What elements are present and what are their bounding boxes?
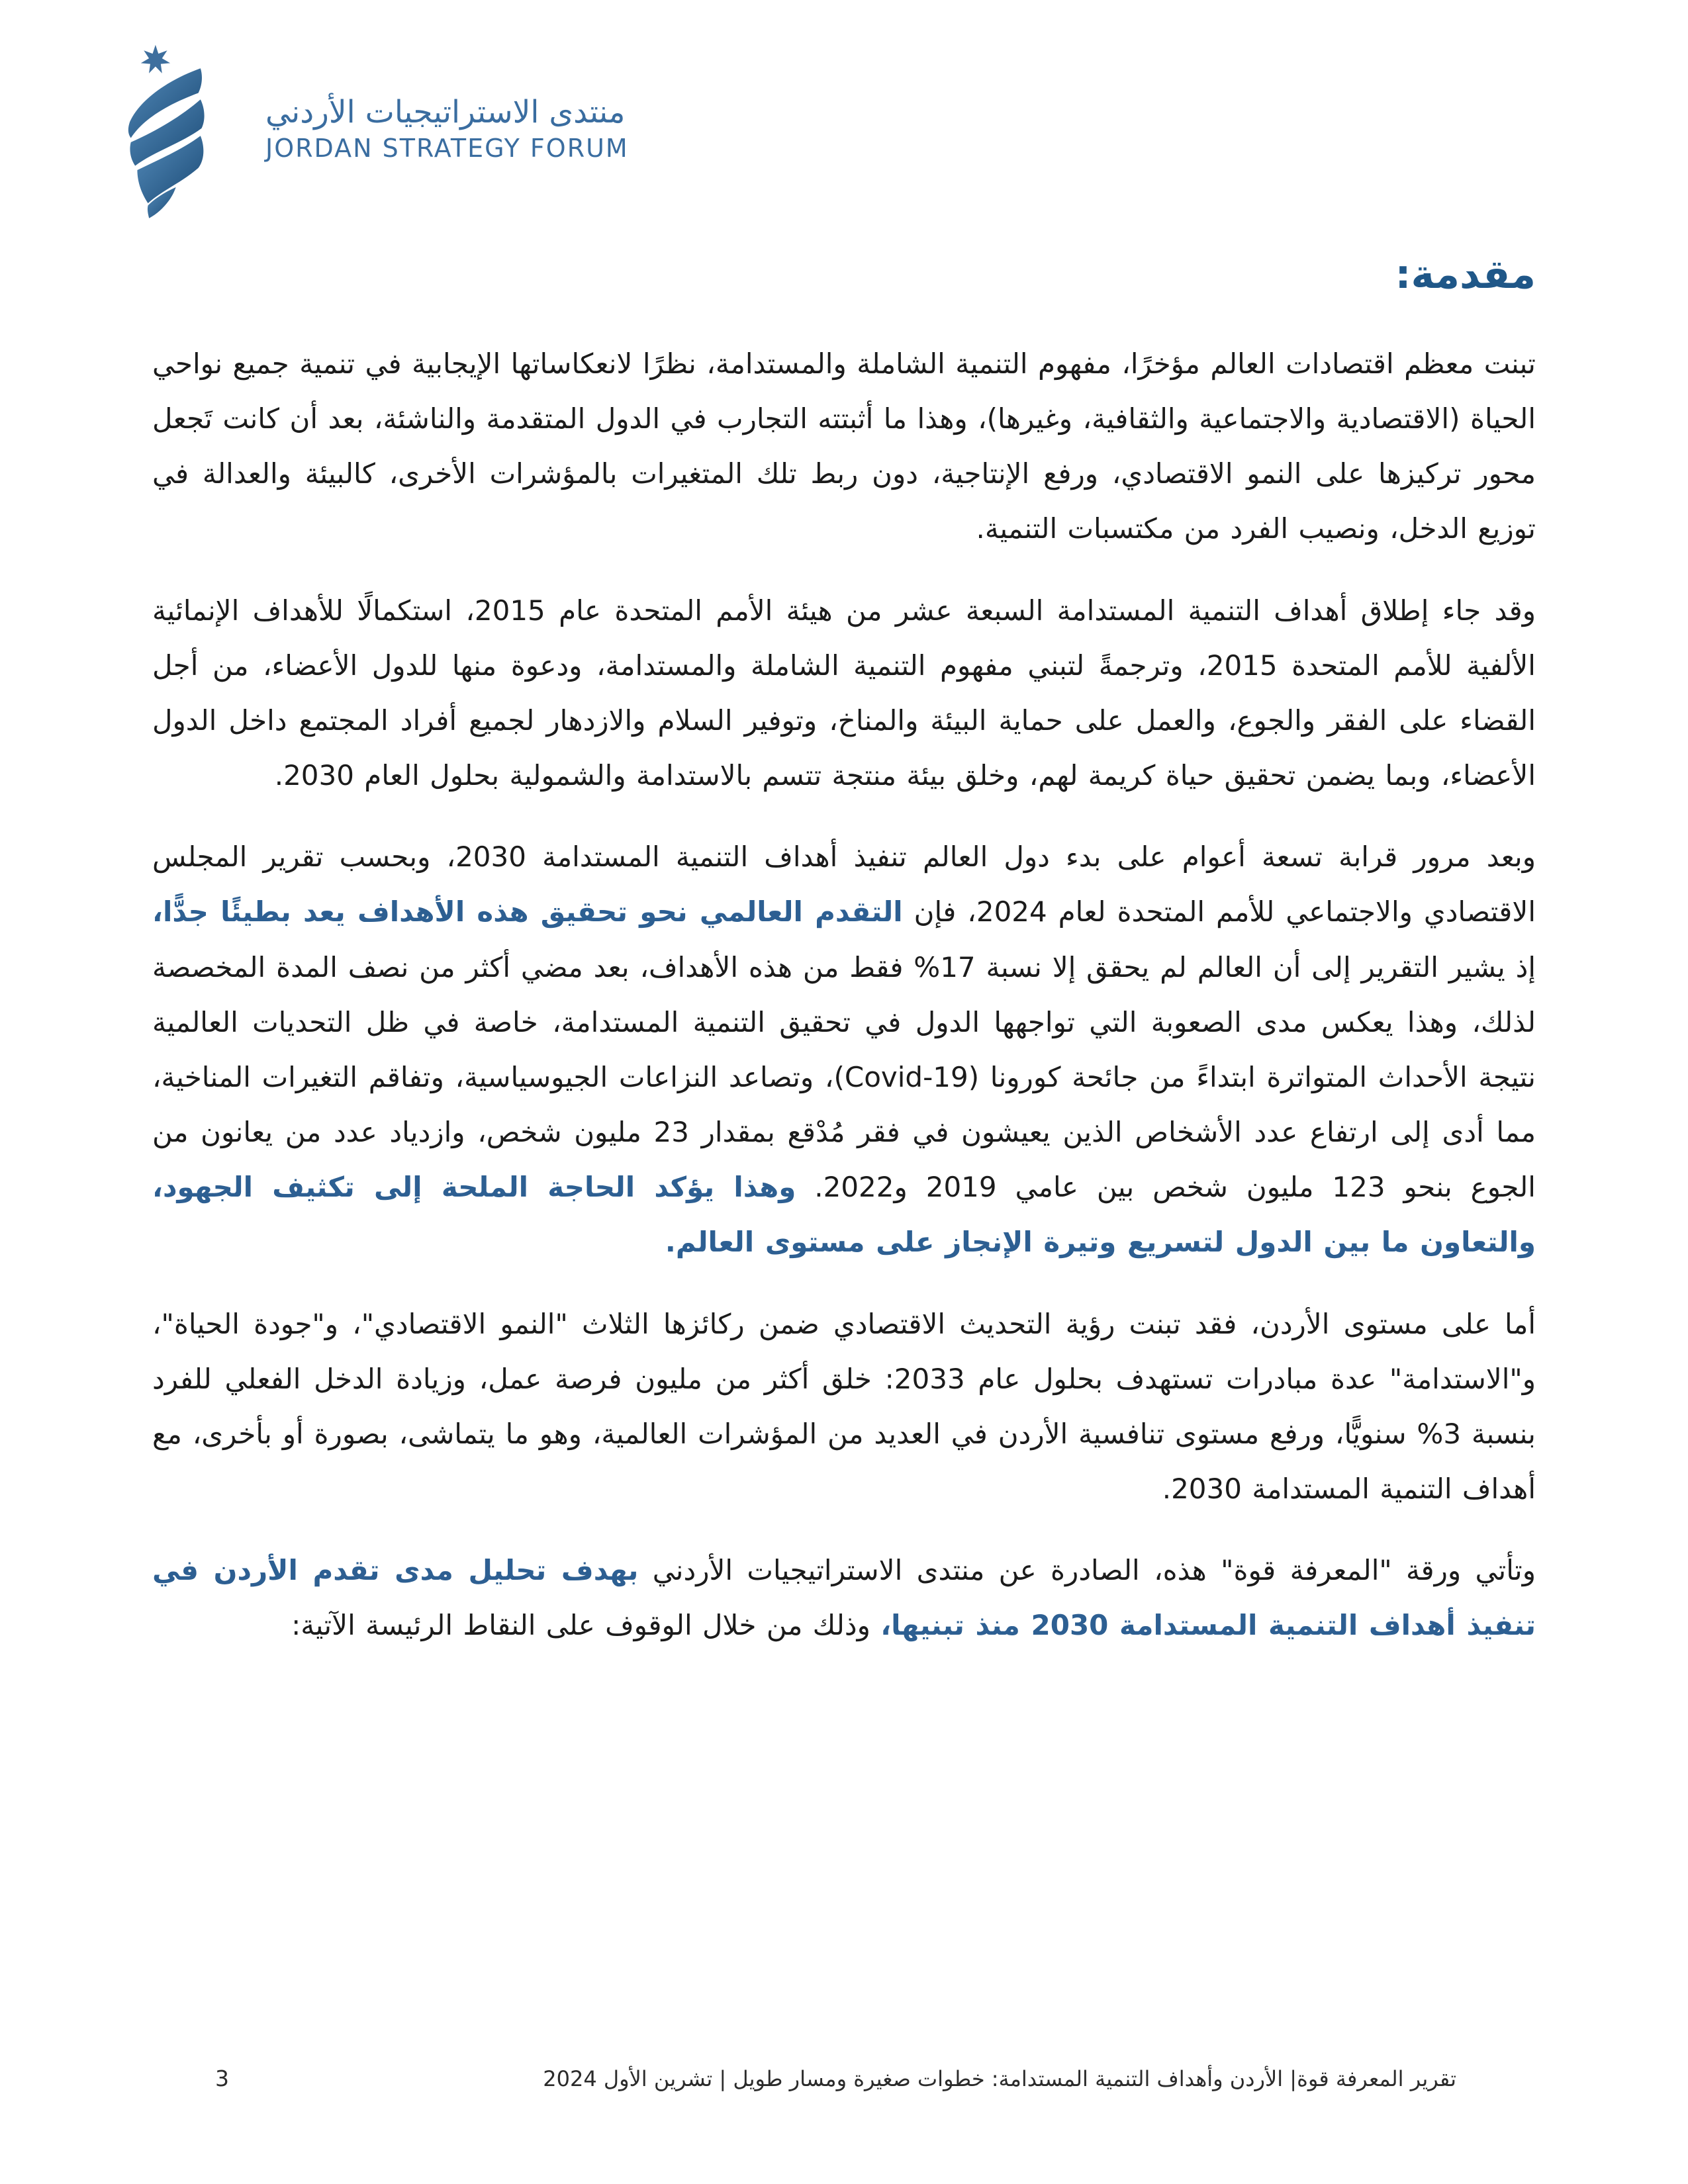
logo-english-name: JORDAN STRATEGY FORUM: [265, 134, 629, 163]
document-body: [152, 251, 1536, 1679]
paragraph: [152, 829, 1536, 1269]
paragraph: [152, 336, 1536, 557]
body-text: وقد جاء إطلاق أهداف التنمية المستدامة السبعة عشر من هيئة الأمم المتحدة عام 2015، استكمالًا للأهداف الإنمائية الألفية للأمم المتحدة 2015، وترجمةً لتبني مفهوم التنمية الشاملة والمستدامة، ودعوة منها للدول الأعضاء، من أجل القضاء على الفقر والجوع، والعمل على حماية البيئة والمناخ، وتوفير السلام والازدهار لجميع أفراد المجتمع داخل الدول الأعضاء، وبما يضمن تحقيق حياة كريمة لهم، وخلق بيئة منتجة تتسم بالاستدامة والشمولية بحلول العام 2030.: [152, 594, 1536, 792]
highlighted-text: بهدف تحليل مدى تقدم الأردن في تنفيذ أهداف التنمية المستدامة 2030 منذ تبنيها،: [152, 1554, 1536, 1642]
highlighted-text: وهذا يؤكد الحاجة الملحة إلى تكثيف الجهود، والتعاون ما بين الدول لتسريع وتيرة الإنجاز على مستوى العالم.: [152, 1171, 1536, 1259]
body-text: تبنت معظم اقتصادات العالم مؤخرًا، مفهوم التنمية الشاملة والمستدامة، نظرًا لانعكاساتها الإيجابية في تنمية جميع نواحي الحياة (الاقتصادية والاجتماعية والثقافية، وغيرها)، وهذا ما أثبتته التجارب في الدول المتقدمة والناشئة، بعد أن كانت تَجعل محور تركيزها على النمو الاقتصادي، ورفع الإنتاجية، دون ربط تلك المتغيرات بالمؤشرات الأخرى، كالبيئة والعدالة في توزيع الدخل، ونصيب الفرد من مكتسبات التنمية.: [152, 347, 1536, 545]
highlighted-text: التقدم العالمي نحو تحقيق هذه الأهداف يعد بطيئًا جدًّا،: [152, 895, 903, 929]
logo-arabic-name: منتدى الاستراتيجيات الأردني: [265, 94, 626, 131]
paragraph: [152, 583, 1536, 803]
footer-report-title: تقرير المعرفة قوة| الأردن وأهداف التنمية المستدامة: خطوات صغيرة ومسار طويل | تشرين الأول 2024: [543, 2066, 1456, 2091]
jordan-strategy-forum-logo: [111, 38, 629, 220]
body-text: وذلك من خلال الوقوف على النقاط الرئيسة الآتية:: [291, 1609, 881, 1642]
star-icon: [141, 45, 170, 73]
body-text: وبعد مرور قرابة تسعة أعوام على بدء دول العالم تنفيذ أهداف التنمية المستدامة 2030، وبحسب تقرير المجلس الاقتصادي والاجتماعي للأمم المتحدة لعام 2024، فإن: [152, 841, 1536, 929]
jsf-logo-svg: [111, 38, 247, 220]
paragraph: [152, 1297, 1536, 1517]
jsf-ribbon-logo-icon: [111, 38, 247, 220]
body-paragraphs: [152, 336, 1536, 1653]
page-title: مقدمة:: [1395, 251, 1536, 298]
body-text: وتأتي ورقة "المعرفة قوة" هذه، الصادرة عن منتدى الاستراتيجيات الأردني: [638, 1554, 1536, 1587]
page-number: 3: [215, 2066, 229, 2091]
body-text: أما على مستوى الأردن، فقد تبنت رؤية التحديث الاقتصادي ضمن ركائزها الثلاث "النمو الاقتصادي"، و"جودة الحياة"، و"الاستدامة" عدة مبادرات تستهدف بحلول عام 2033: خلق أكثر من مليون فرصة عمل، وزيادة الدخل الفعلي للفرد بنسبة 3% سنويًّا، ورفع مستوى تنافسية الأردن في العديد من المؤشرات العالمية، وهو ما يتماشى، بصورة أو بأخرى، مع أهداف التنمية المستدامة 2030.: [152, 1307, 1536, 1505]
page-footer: [152, 2066, 1536, 2091]
paragraph: [152, 1543, 1536, 1653]
body-text: إذ يشير التقرير إلى أن العالم لم يحقق إلا نسبة 17% فقط من هذه الأهداف، بعد مضي أكثر من نصف المدة المخصصة لذلك، وهذا يعكس مدى الصعوبة التي تواجهها الدول في تحقيق التنمية المستدامة، خاصة في ظل التحديات العالمية نتيجة الأحداث المتواترة ابتداءً من جائحة كورونا (Covid-19)، وتصاعد النزاعات الجيوسياسية، وتفاقم التغيرات المناخية، مما أدى إلى ارتفاع عدد الأشخاص الذين يعيشون في فقر مُدْقع بمقدار 23 مليون شخص، وازدياد عدد من يعانون من الجوع بنحو 123 مليون شخص بين عامي 2019 و2022.: [152, 950, 1536, 1204]
logo-wordmark: [265, 93, 629, 165]
